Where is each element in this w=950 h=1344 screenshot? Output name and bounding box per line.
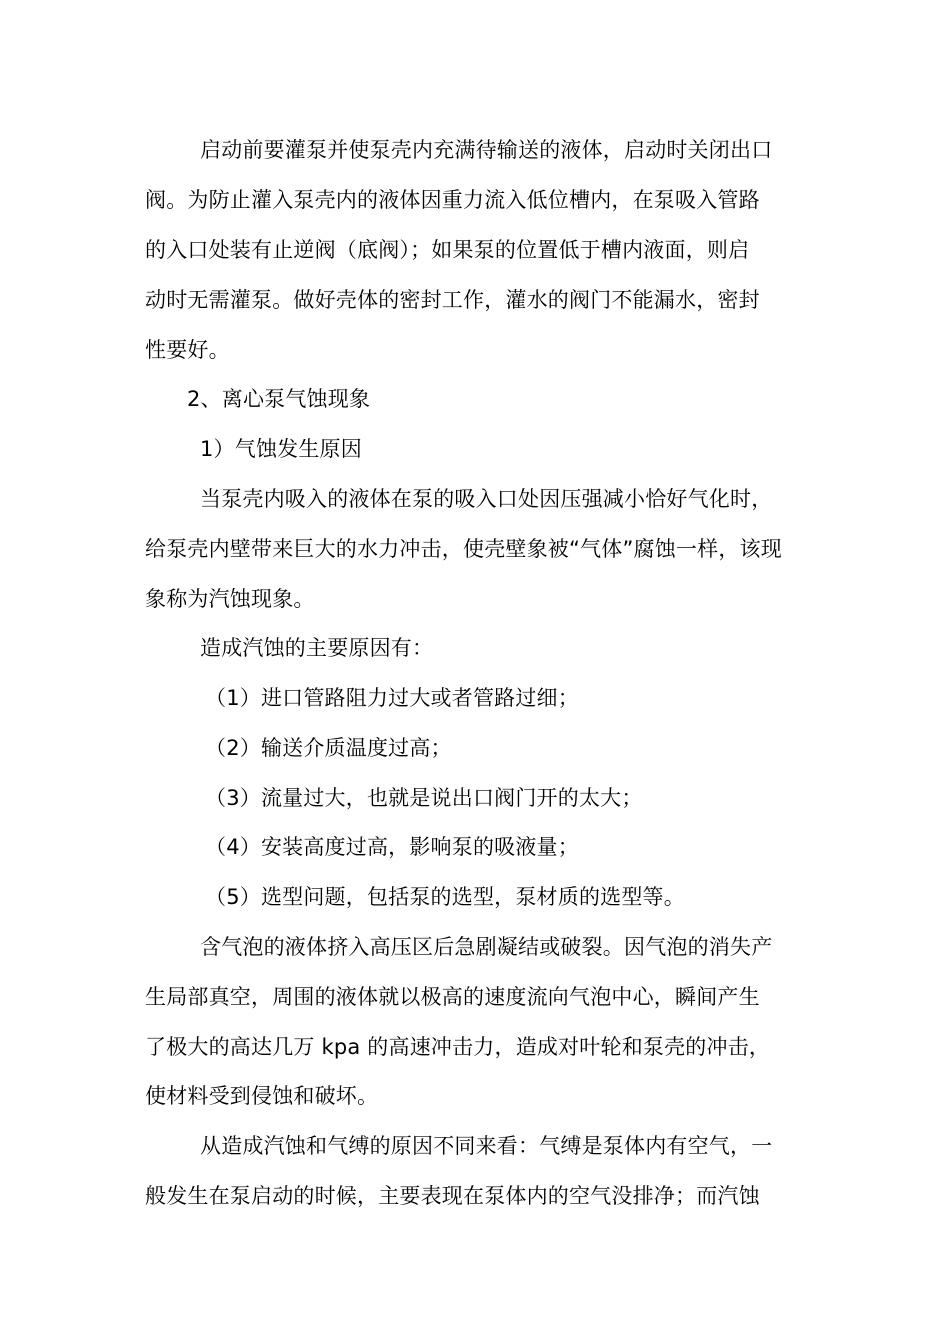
subsection-heading: 1）气蚀发生原因	[200, 437, 362, 461]
text-line: 生局部真空，周围的液体就以极高的速度流向气泡中心，瞬间产生	[145, 985, 760, 1009]
text-line: 含气泡的液体挤入高压区后急剧凝结或破裂。因气泡的消失产	[200, 935, 773, 959]
text-line: 给泵壳内壁带来巨大的水力冲击，使壳壁象被“气体”腐蚀一样，该现	[145, 537, 782, 561]
list-item: （2）输送介质温度过高；	[205, 736, 452, 760]
paragraph-main-causes-intro: 造成汽蚀的主要原因有：	[200, 636, 434, 660]
text-line: 当泵壳内吸入的液体在泵的吸入口处因压强减小恰好气化时，	[200, 487, 773, 511]
section-heading: 2、离心泵气蚀现象	[187, 387, 371, 411]
text-line: 性要好。	[145, 338, 230, 362]
text-line: 般发生在泵启动的时候，主要表现在泵体内的空气没排净；而汽蚀	[145, 1184, 760, 1208]
list-item: （4）安装高度过高，影响泵的吸液量；	[205, 835, 579, 859]
list-item: （5）选型问题，包括泵的选型，泵材质的选型等。	[205, 885, 685, 909]
text-line: 从造成汽蚀和气缚的原因不同来看：气缚是泵体内有空气，一	[200, 1134, 773, 1158]
text-line: 象称为汽蚀现象。	[145, 587, 315, 611]
text-line: 了极大的高达几万 kpa 的高速冲击力，造成对叶轮和泵壳的冲击，	[145, 1035, 771, 1059]
text-line: 动时无需灌泵。做好壳体的密封工作，灌水的阀门不能漏水，密封	[145, 288, 760, 312]
text-line: 启动前要灌泵并使泵壳内充满待输送的液体，启动时关闭出口	[200, 138, 773, 162]
text-line: 的入口处装有止逆阀（底阀）；如果泵的位置低于槽内液面，则启	[145, 238, 750, 262]
list-item: （1）进口管路阻力过大或者管路过细；	[205, 686, 579, 710]
list-item: （3）流量过大，也就是说出口阀门开的太大；	[205, 786, 643, 810]
text-line: 阀。为防止灌入泵壳内的液体因重力流入低位槽内，在泵吸入管路	[145, 188, 760, 212]
text-line: 使材料受到侵蚀和破坏。	[145, 1084, 379, 1108]
